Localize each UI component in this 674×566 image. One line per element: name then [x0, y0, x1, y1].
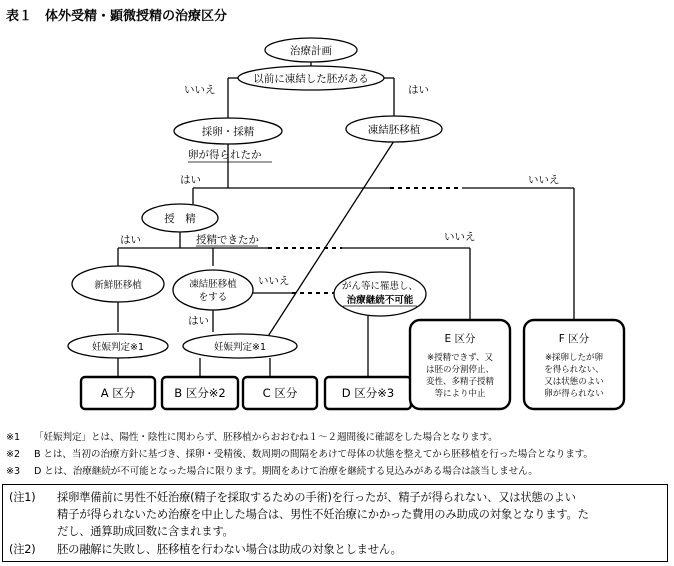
category-e-line: ※授精できず、又 [427, 353, 493, 363]
caution-box [2, 484, 668, 562]
branch-yes-label: はい [408, 84, 429, 96]
fert-no-label: いいえ [444, 231, 476, 243]
footnote-text: D とは、治療継続が不可能となった場合に限ります。期間をあけて治療を継続する見込みがある場合は該当しません。 [34, 466, 538, 477]
footnote-text: 「妊娠判定」とは、陽性・陰性に関わらず、胚移植からおおむね１～２週間後に確認をした場合となります。 [34, 432, 498, 443]
frozen-transfer-label: 凍結胚移植 [367, 124, 421, 136]
fertilization-label: 授 精 [164, 213, 196, 225]
footnote-3 [6, 463, 538, 477]
cancer-node [334, 272, 426, 316]
freeze-label-2: をする [198, 292, 228, 303]
footnote-text: B とは、当初の治療方針に基づき、採卵・受精後、数周期の間隔をあけて母体の状態を整えてから胚移植を行った場合となります。 [34, 449, 593, 460]
caution-text: だし、通算助成回数に含まれます。 [57, 525, 234, 538]
egg-retrieval-label: 採卵・採精 [201, 126, 255, 138]
category-e-line: 変性、多精子授精 [425, 377, 495, 387]
caution-text: 精子が得られないため治療を中止した場合は、男性不妊治療にかかった費用のみ助成の対象となります。た [57, 508, 589, 521]
category-f-line: を得られない、 [544, 365, 604, 375]
category-f-line: ※採卵したが卵 [544, 353, 604, 363]
category-e-line: 等により中止 [434, 389, 486, 399]
footnote-mark: ※2 [6, 449, 20, 460]
frozen-question-label: 以前に凍結した胚がある [253, 73, 369, 85]
freeze-no-label: いいえ [258, 275, 290, 287]
category-f-line: 又は状態のよい [544, 377, 604, 387]
category-e-label: E 区分 [444, 333, 476, 345]
cancer-label-1: がん等に罹患し、 [341, 281, 419, 292]
category-d-label: D 区分※3 [341, 386, 395, 400]
footnote-mark: ※3 [6, 466, 20, 477]
freeze-transfer-node [173, 270, 253, 310]
category-e-line: は胚の分割停止、 [425, 365, 495, 375]
category-c-label: C 区分 [262, 386, 298, 400]
category-f-label: F 区分 [558, 333, 590, 345]
footnote-2 [6, 446, 593, 460]
caution-mark: (注2) [9, 543, 36, 556]
branch-no-label: いいえ [184, 84, 216, 96]
caution-mark: (注1) [9, 491, 36, 504]
egg-no-label: いいえ [528, 174, 560, 186]
egg-yes-label: はい [180, 174, 201, 186]
caution-text: 採卵準備前に男性不妊治療(精子を採取するための手術)を行ったが、精子が得られない、又は状態のよい [57, 491, 576, 504]
footnote-1 [6, 429, 498, 443]
caution-text: 胚の融解に失敗し、胚移植を行わない場合は助成の対象としません。 [57, 543, 402, 556]
fresh-transfer-label: 新鮮胚移植 [94, 280, 142, 291]
egg-question-label: 卵が得られたか [188, 149, 262, 161]
category-a-label: A 区分 [100, 386, 136, 400]
cancer-label-2: 治療継続不可能 [346, 295, 414, 306]
freeze-label-1: 凍結胚移植 [189, 279, 237, 290]
fert-yes-label: はい [120, 234, 141, 246]
pregnancy-label-2: 妊娠判定※1 [213, 342, 267, 353]
figure-title: 表１ 体外受精・顕微授精の治療区分 [6, 9, 228, 24]
footnote-mark: ※1 [6, 432, 20, 443]
fert-question-label: 授精できたか [196, 234, 259, 246]
plan-label: 治療計画 [290, 45, 332, 57]
pregnancy-label-1: 妊娠判定※1 [91, 342, 145, 353]
category-f-line: 卵が得られない [544, 389, 604, 399]
freeze-yes-label: はい [188, 315, 209, 327]
category-b-label: B 区分※2 [174, 386, 226, 400]
